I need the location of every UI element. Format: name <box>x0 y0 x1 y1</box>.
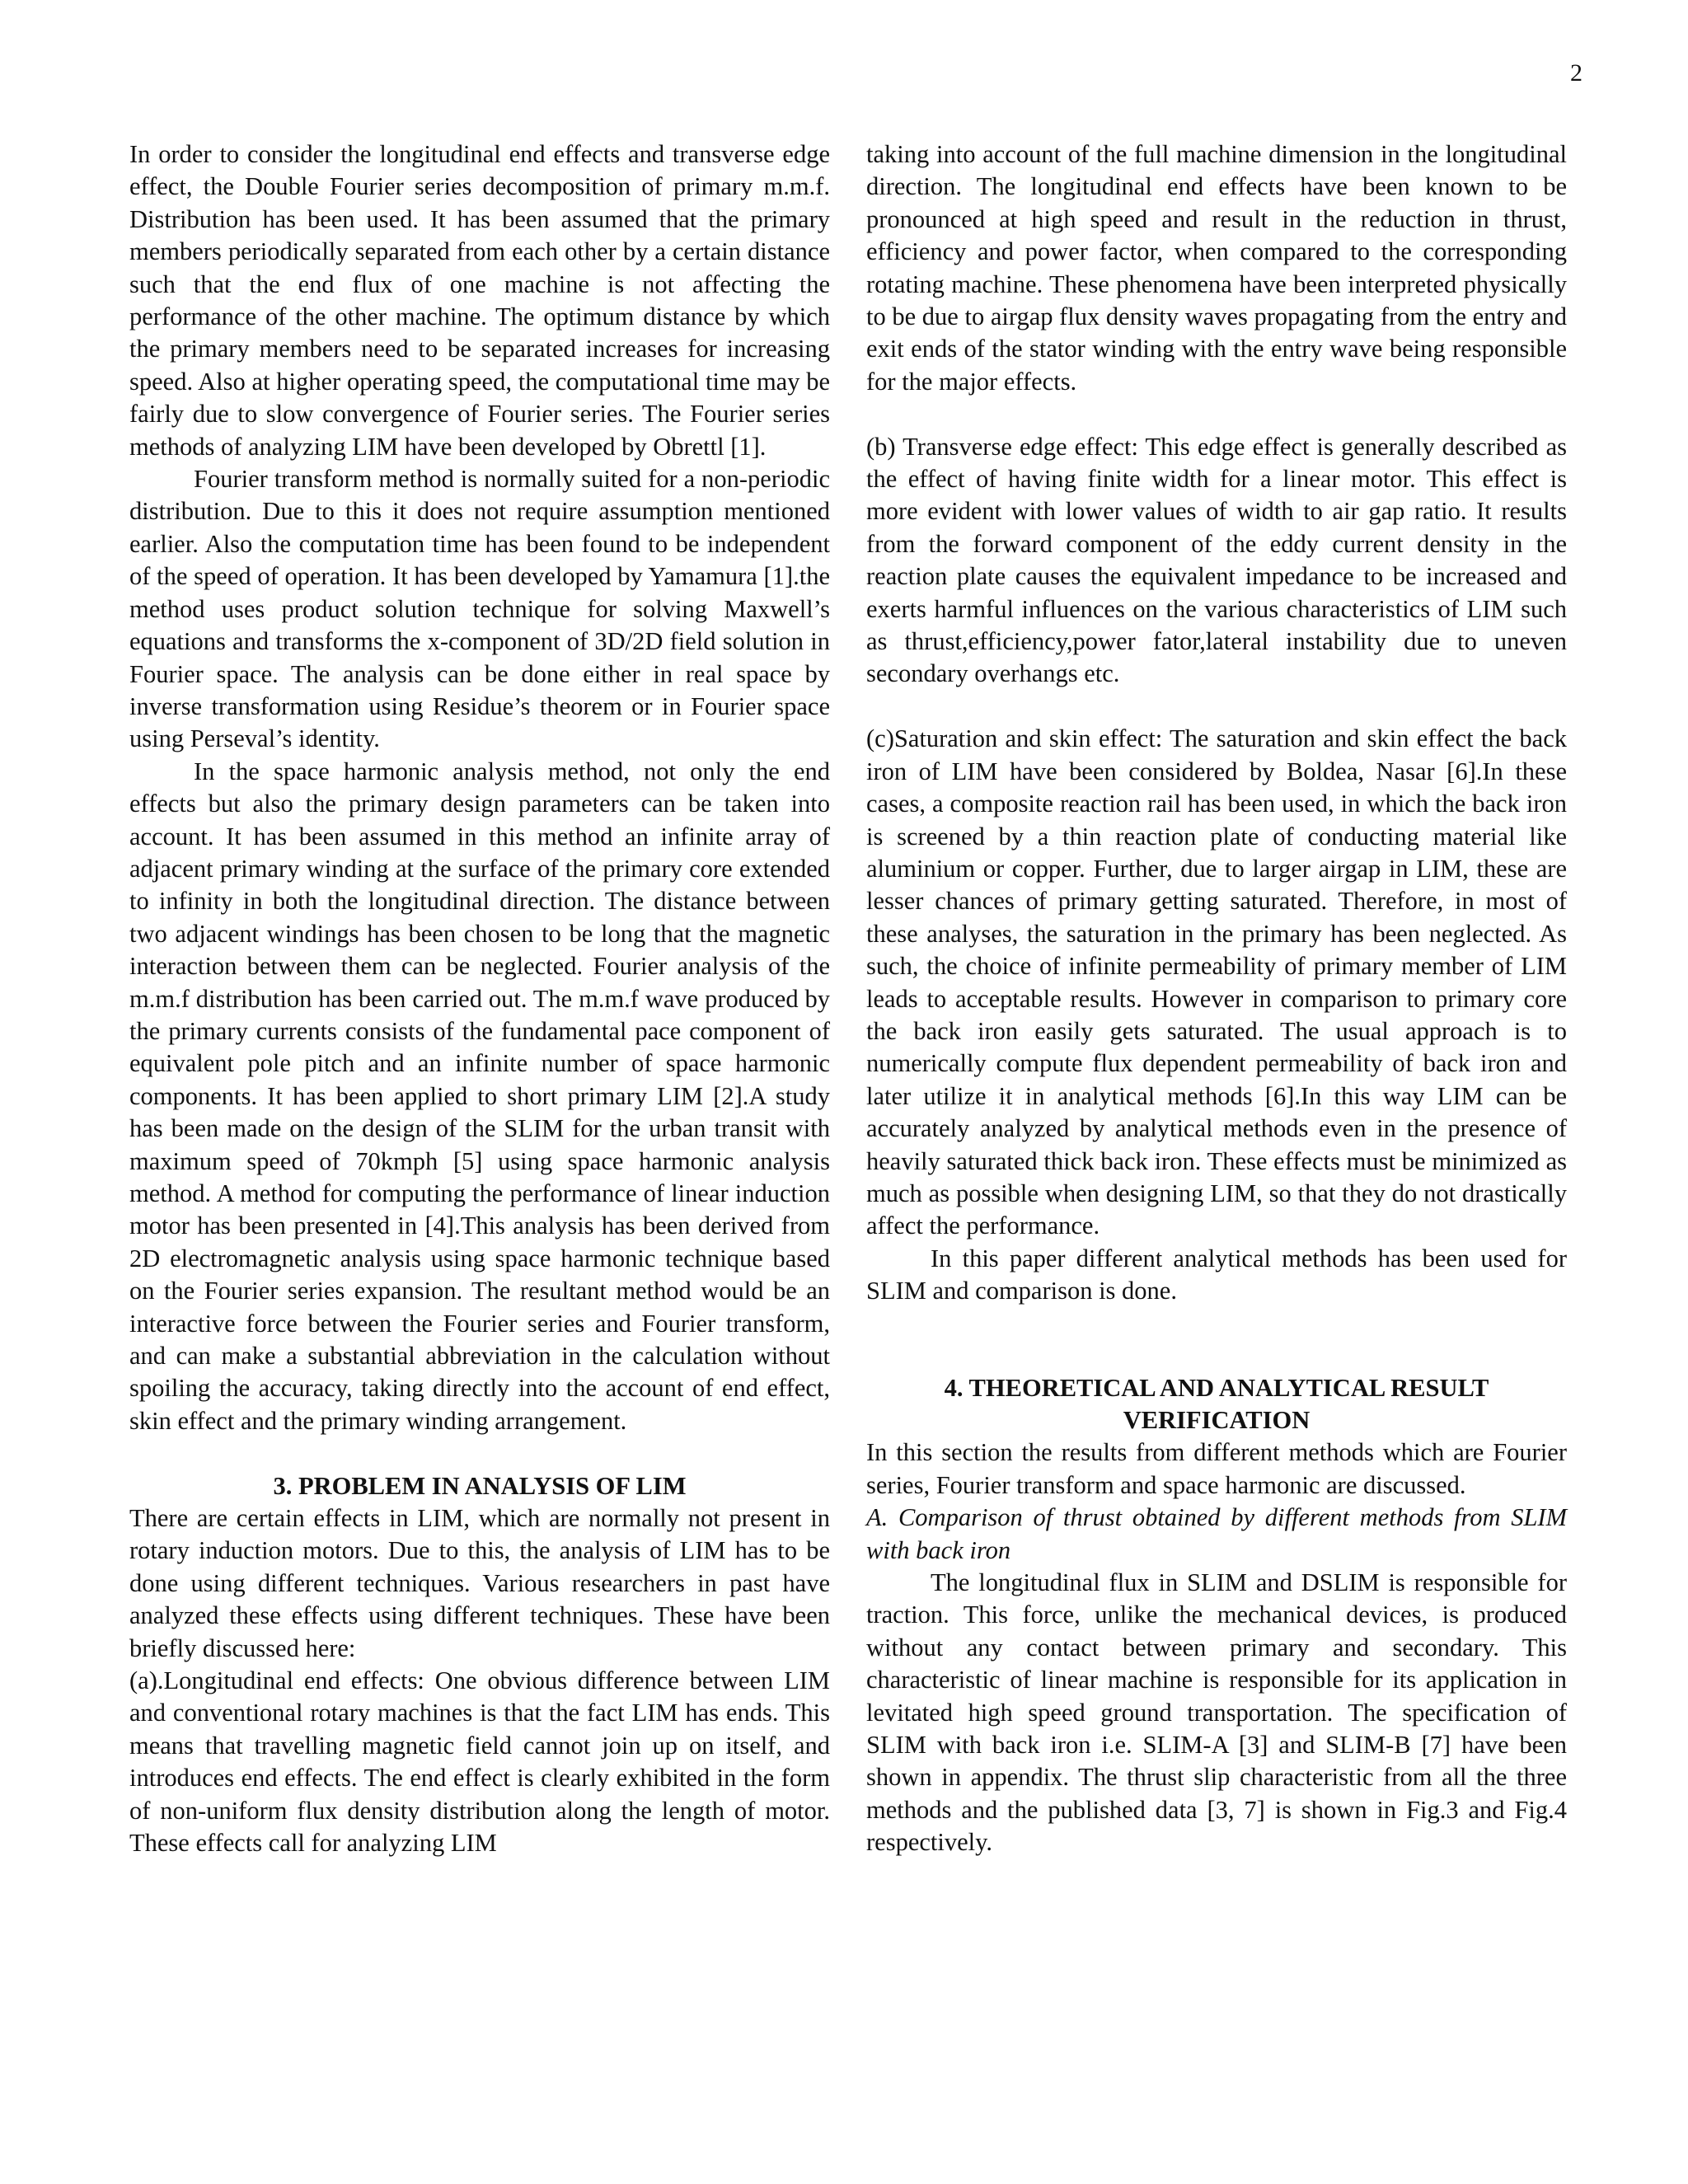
paragraph-fourier-transform: Fourier transform method is normally suited for a non-periodic distribution. Due to this it does not require assumption mentioned earlier. Also the computation time has been found to be independent of the speed of operation. It has been developed by Yamamura [1].the method uses product solution technique for solving Maxwell’s equations and transforms the x-component of 3D/2D field solution in Fourier space. The analysis can be done either in real space by inverse transformation using Residue’s theorem or in Fourier space using Perseval’s identity. <box>129 465 830 753</box>
paragraph-saturation-skin-effect: (c)Saturation and skin effect: The saturation and skin effect the back iron of LIM have been considered by Boldea, Nasar [6].In these cases, a composite reaction rail has been used, in which the back iron is screened by a thin reaction plate of conducting material like aluminium or copper. Further, due to larger airgap in LIM, these are lesser chances of primary getting saturated. Therefore, in most of these analyses, the saturation in the primary has been neglected. As such, the choice of infinite permeability of primary member of LIM leads to acceptable results. However in comparison to primary core the back iron easily gets saturated. The usual approach is to numerically compute flux dependent permeability of back iron and later utilize it in analytical methods [6].In this way LIM can be accurately analyzed by analytical methods even in the presence of heavily saturated thick back iron. These effects must be minimized as much as possible when designing LIM, so that they do not drastically affect the performance. <box>866 724 1567 1240</box>
paragraph-thrust-comparison: The longitudinal flux in SLIM and DSLIM is responsible for traction. This force, unlike the mechanical devices, is produced without any contact between primary and secondary. This characteristic of linear machine is responsible for its application in levitated high speed ground transportation. The specification of SLIM with back iron i.e. SLIM-A [3] and SLIM-B [7] have been shown in appendix. The thrust slip characteristic from all the three methods and the published data [3, 7] is shown in Fig.3 and Fig.4 respectively. <box>866 1568 1567 1857</box>
paragraph-longitudinal-end-effects: (a).Longitudinal end effects: One obvious difference between LIM and conventional rotary machines is that the fact LIM has ends. This means that travelling magnetic field cannot join up on itself, and introduces end effects. The end effect is clearly exhibited in the form of non-uniform flux density distribution along the length of motor. These effects call for analyzing LIM <box>129 1666 830 1858</box>
section-heading-3: 3. PROBLEM IN ANALYSIS OF LIM <box>273 1471 687 1500</box>
paragraph-results-intro: In this section the results from different methods which are Fourier series, Fourier transform and space harmonic are discussed. <box>866 1438 1567 1499</box>
paragraph-paper-scope: In this paper different analytical methods has been used for SLIM and comparison is done. <box>866 1244 1567 1305</box>
subsection-heading-a: A. Comparison of thrust obtained by different methods from SLIM with back iron <box>866 1503 1567 1564</box>
paragraph-space-harmonic: In the space harmonic analysis method, not only the end effects but also the primary design parameters can be taken into account. It has been assumed in this method an infinite array of adjacent primary winding at the surface of the primary core extended to infinity in both the longitudinal direction. The distance between two adjacent windings has been chosen to be long that the magnetic interaction between them can be neglected. Fourier analysis of the m.m.f distribution has been carried out. The m.m.f wave produced by the primary currents consists of the fundamental pace component of equivalent pole pitch and an infinite number of space harmonic components. It has been applied to short primary LIM [2].A study has been made on the design of the SLIM for the urban transit with maximum speed of 70kmph [5] using space harmonic analysis method. A method for computing the performance of linear induction motor has been presented in [4].This analysis has been derived from 2D electromagnetic analysis using space harmonic technique based on the Fourier series expansion. The resultant method would be an interactive force between the Fourier series and Fourier transform, and can make a substantial abbreviation in the calculation without spoiling the accuracy, taking directly into the account of end effect, skin effect and the primary winding arrangement. <box>129 757 830 1435</box>
paragraph-fourier-series: In order to consider the longitudinal end effects and transverse edge effect, the Double Fourier series decomposition of primary m.m.f. Distribution has been used. It has been assumed that the primary members periodically separated from each other by a certain distance such that the end flux of one machine is not affecting the performance of the other machine. The optimum distance by which the primary members need to be separated increases for increasing speed. Also at higher operating speed, the computational time may be fairly due to slow convergence of Fourier series. The Fourier series methods of analyzing LIM have been developed by Obrettl [1]. <box>129 140 830 461</box>
paragraph-longitudinal-continued: taking into account of the full machine dimension in the longitudinal direction. The longitudinal end effects have been known to be pronounced at high speed and result in the reduction in thrust, efficiency and power factor, when compared to the corresponding rotating machine. These phenomena have been interpreted physically to be due to airgap flux density waves propagating from the entry and exit ends of the stator winding with the entry wave being responsible for the major effects. <box>866 140 1567 396</box>
paragraph-transverse-edge-effect: (b) Transverse edge effect: This edge effect is generally described as the effect of having finite width for a linear motor. This effect is more evident with lower values of width to air gap ratio. It results from the forward component of the eddy current density in the reaction plate causes the equivalent impedance to be increased and exerts harmful influences on the various characteristics of LIM such as thrust,efficiency,power fator,lateral instability due to uneven secondary overhangs etc. <box>866 432 1567 688</box>
spacer <box>866 691 1567 723</box>
spacer <box>866 1308 1567 1372</box>
page-number: 2 <box>1570 59 1582 87</box>
paragraph-problem-intro: There are certain effects in LIM, which are normally not present in rotary induction motors. Due to this, the analysis of LIM has to be done using different techniques. Various researchers in past have analyzed these effects using different techniques. These have been briefly discussed here: <box>129 1504 830 1662</box>
right-column <box>866 138 1567 1859</box>
spacer <box>129 1437 830 1469</box>
left-column <box>129 138 830 1860</box>
spacer <box>866 398 1567 430</box>
section-heading-4: 4. THEORETICAL AND ANALYTICAL RESULT VERIFICATION <box>944 1373 1489 1434</box>
